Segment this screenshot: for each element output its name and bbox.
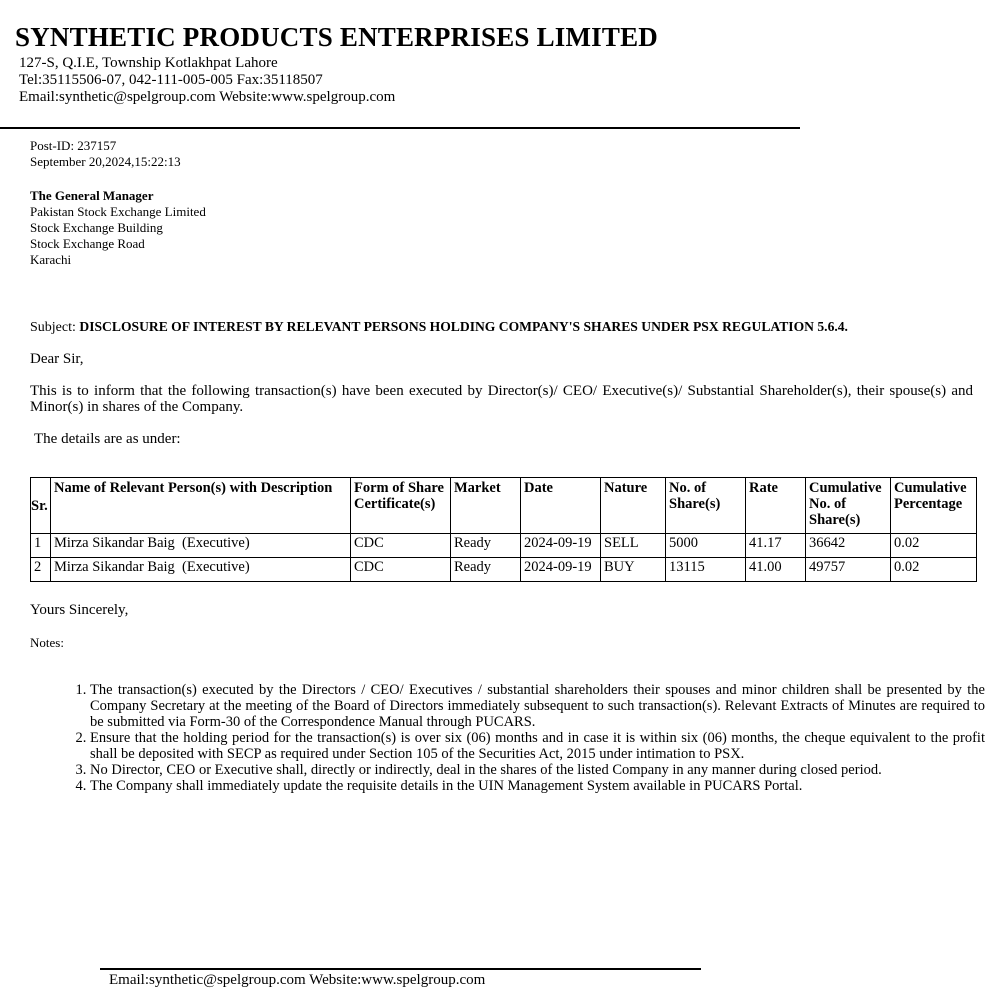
cell-sr: 2: [31, 558, 51, 582]
note-item: 4. The Company shall immediately update the requisite details in the UIN Management System available in PUCARS Portal.: [90, 778, 985, 794]
cell-form: CDC: [351, 534, 451, 558]
note-item: 2. Ensure that the holding period for the transaction(s) is over six (06) months and in case it is within six (06) months, the cheque equivalent to the profit shall be deposited with SECP as required under Section 105 of the Securities Act, 2015 under intimation to PSX.: [90, 730, 985, 762]
cell-rate: 41.00: [746, 558, 806, 582]
cell-shares: 5000: [666, 534, 746, 558]
cell-cumulative-percentage: 0.02: [891, 534, 977, 558]
cell-nature: SELL: [601, 534, 666, 558]
header-divider: [0, 127, 800, 129]
column-header-cumulative-percentage: Cumulative Percentage: [891, 478, 977, 534]
company-email-website: Email:synthetic@spelgroup.com Website:www.spelgroup.com: [19, 89, 396, 105]
post-id: Post-ID: 237157: [30, 138, 117, 153]
addressee-title: The General Manager: [30, 188, 154, 203]
cell-name: Mirza Sikandar Baig (Executive): [51, 534, 351, 558]
addressee-line: Pakistan Stock Exchange Limited: [30, 204, 206, 219]
post-datetime: September 20,2024,15:22:13: [30, 154, 181, 169]
footer-email-website: Email:synthetic@spelgroup.com Website:www.spelgroup.com: [109, 972, 486, 988]
salutation: Dear Sir,: [30, 351, 84, 367]
addressee-line: Stock Exchange Building: [30, 220, 163, 235]
cell-name: Mirza Sikandar Baig (Executive): [51, 558, 351, 582]
transactions-table: [30, 477, 977, 582]
company-phone-fax: Tel:35115506-07, 042-111-005-005 Fax:35118507: [19, 72, 323, 88]
subject-text: DISCLOSURE OF INTEREST BY RELEVANT PERSONS HOLDING COMPANY'S SHARES UNDER PSX REGULATION 5.6.4.: [79, 319, 848, 334]
cell-date: 2024-09-19: [521, 558, 601, 582]
note-item: 3. No Director, CEO or Executive shall, directly or indirectly, deal in the shares of the listed Company in any manner during closed period.: [90, 762, 985, 778]
footer-divider: [100, 968, 701, 970]
column-header-name: Name of Relevant Person(s) with Description: [51, 478, 351, 534]
subject-label: Subject:: [30, 320, 76, 335]
note-item: 1. The transaction(s) executed by the Directors / CEO/ Executives / substantial shareholders their spouses and minor children shall be presented by the Company Secretary at the meeting of the Board of Directors immediately subsequent to such transaction(s). Relevant Extracts of Minutes are required to be submitted via Form-30 of the Correspondence Manual through PUCARS.: [90, 682, 985, 730]
cell-form: CDC: [351, 558, 451, 582]
column-header-date: Date: [521, 478, 601, 534]
closing: Yours Sincerely,: [30, 602, 129, 618]
column-header-cumulative-shares: Cumulative No. of Share(s): [806, 478, 891, 534]
column-header-shares: No. of Share(s): [666, 478, 746, 534]
cell-sr: 1: [31, 534, 51, 558]
notes-label: Notes:: [30, 635, 64, 650]
cell-nature: BUY: [601, 558, 666, 582]
company-address: 127-S, Q.I.E, Township Kotlakhpat Lahore: [19, 55, 278, 71]
table-header-row: [31, 478, 977, 534]
cell-market: Ready: [451, 534, 521, 558]
notes-list: [90, 682, 985, 794]
cell-cumulative-shares: 36642: [806, 534, 891, 558]
company-name: SYNTHETIC PRODUCTS ENTERPRISES LIMITED: [15, 22, 658, 52]
column-header-rate: Rate: [746, 478, 806, 534]
intro-paragraph: This is to inform that the following transaction(s) have been executed by Director(s)/ CEO/ Executive(s)/ Substantial Shareholder(s), their spouse(s) and Minor(s) in shares of the Company.: [30, 383, 973, 415]
table-row: [31, 558, 977, 582]
cell-date: 2024-09-19: [521, 534, 601, 558]
cell-cumulative-percentage: 0.02: [891, 558, 977, 582]
addressee-line: Karachi: [30, 252, 72, 267]
column-header-sr: Sr.: [31, 478, 51, 534]
column-header-form: Form of Share Certificate(s): [351, 478, 451, 534]
addressee-line: Stock Exchange Road: [30, 236, 145, 251]
cell-market: Ready: [451, 558, 521, 582]
subject-line: [30, 319, 848, 336]
cell-cumulative-shares: 49757: [806, 558, 891, 582]
column-header-nature: Nature: [601, 478, 666, 534]
cell-rate: 41.17: [746, 534, 806, 558]
column-header-market: Market: [451, 478, 521, 534]
table-row: [31, 534, 977, 558]
details-line: The details are as under:: [34, 431, 181, 447]
cell-shares: 13115: [666, 558, 746, 582]
